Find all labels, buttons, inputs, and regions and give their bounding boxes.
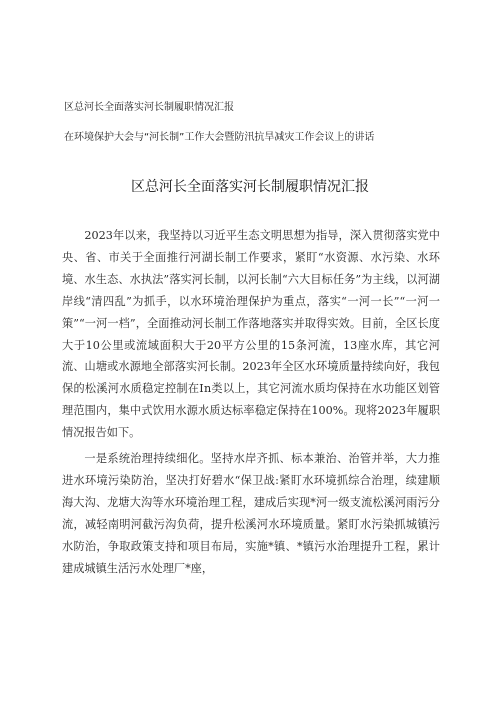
speech-subtitle: 在环境保护大会与“河长制”工作大会暨防汛抗旱减灾工作会议上的讲话: [64, 132, 375, 143]
document-heading: 区总河长全面落实河长制履职情况汇报: [64, 102, 234, 113]
paragraph-governance: 一是系统治理持续细化。坚持水岸齐抓、标本兼治、治管并举，大力推进水环境污染防治，坚决打好碧水“保卫战:紧盯水环境抓综合治理，续建顺海大沟、龙塘大沟等水环境治理工程，建成后实现*河一级支流松溪河雨污分流，减轻南明河截污沟负荷，提升松溪河水环境质量。紧盯水污染抓城镇污水防治，争取政策支持和项目布局，实施*镇、*镇污水治理提升工程，累计建成城镇生活污水处理厂*座，: [62, 452, 440, 575]
paragraph-intro: 2023年以来，我坚持以习近平生态文明思想为指导，深入贯彻落实党中央、省、市关于全面推行河湖长制工作要求，紧盯“水资源、水污染、水环境、水生态、水执法”落实河长制，以河长制“六大目标任务”为主线，以河湖岸线“清四乱”为抓手，以水环境治理保护为重点，落实“一河一长”“一河一策”“一河一档”，全面推动河长制工作落地落实并取得实效。目前，全区长度大于10公里或流域面积大于20平方公里的15条河流，13座水库，其它河流、山塘或水源地全部落实河长制。2023年全区水环境质量持续向好，我包保的松溪河水质稳定控制在Ⅰn类以上，其它河流水质均保持在水功能区划管理范围内，集中式饮用水源水质达标率稳定保持在100%。现将2023年履职情况报告如下。: [62, 229, 440, 440]
report-title: 区总河长全面落实河长制履职情况汇报: [131, 179, 369, 195]
report-body: [62, 225, 440, 584]
